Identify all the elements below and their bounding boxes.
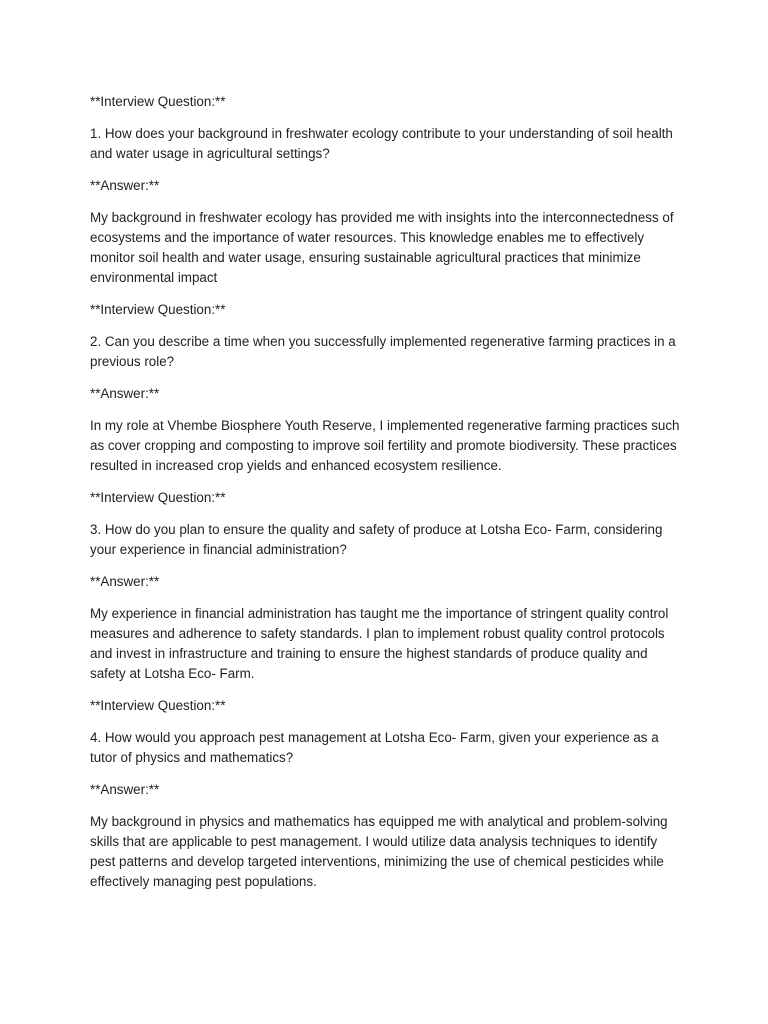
interview-question-heading: **Interview Question:** <box>90 490 226 505</box>
question-text: 2. Can you describe a time when you successfully implemented regenerative farming practices in a previous role? <box>90 334 676 369</box>
document-body <box>90 92 686 904</box>
answer-text: My background in freshwater ecology has provided me with insights into the interconnectedness of ecosystems and the importance of water resources. This knowledge enables me to effectively monitor soil health and water usage, ensuring sustainable agricultural practices that minimize environmental impact <box>90 210 674 285</box>
question-text: 4. How would you approach pest management at Lotsha Eco- Farm, given your experience as a tutor of physics and mathematics? <box>90 730 659 765</box>
answer-text: My experience in financial administration has taught me the importance of stringent quality control measures and adherence to safety standards. I plan to implement robust quality control protocols and invest in infrastructure and training to ensure the highest standards of produce quality and safety at Lotsha Eco- Farm. <box>90 606 669 681</box>
answer-text: My background in physics and mathematics has equipped me with analytical and problem-solving skills that are applicable to pest management. I would utilize data analysis techniques to identify pest patterns and develop targeted interventions, minimizing the use of chemical pesticides while effectively managing pest populations. <box>90 814 668 889</box>
interview-question-heading: **Interview Question:** <box>90 698 226 713</box>
answer-heading: **Answer:** <box>90 782 160 797</box>
answer-heading: **Answer:** <box>90 574 160 589</box>
interview-question-heading: **Interview Question:** <box>90 94 226 109</box>
answer-heading: **Answer:** <box>90 386 160 401</box>
question-text: 1. How does your background in freshwater ecology contribute to your understanding of soil health and water usage in agricultural settings? <box>90 126 673 161</box>
interview-question-heading: **Interview Question:** <box>90 302 226 317</box>
answer-heading: **Answer:** <box>90 178 160 193</box>
answer-text: In my role at Vhembe Biosphere Youth Reserve, I implemented regenerative farming practices such as cover cropping and composting to improve soil fertility and promote biodiversity. These practices resulted in increased crop yields and enhanced ecosystem resilience. <box>90 418 680 473</box>
question-text: 3. How do you plan to ensure the quality and safety of produce at Lotsha Eco- Farm, considering your experience in financial administration? <box>90 522 663 557</box>
